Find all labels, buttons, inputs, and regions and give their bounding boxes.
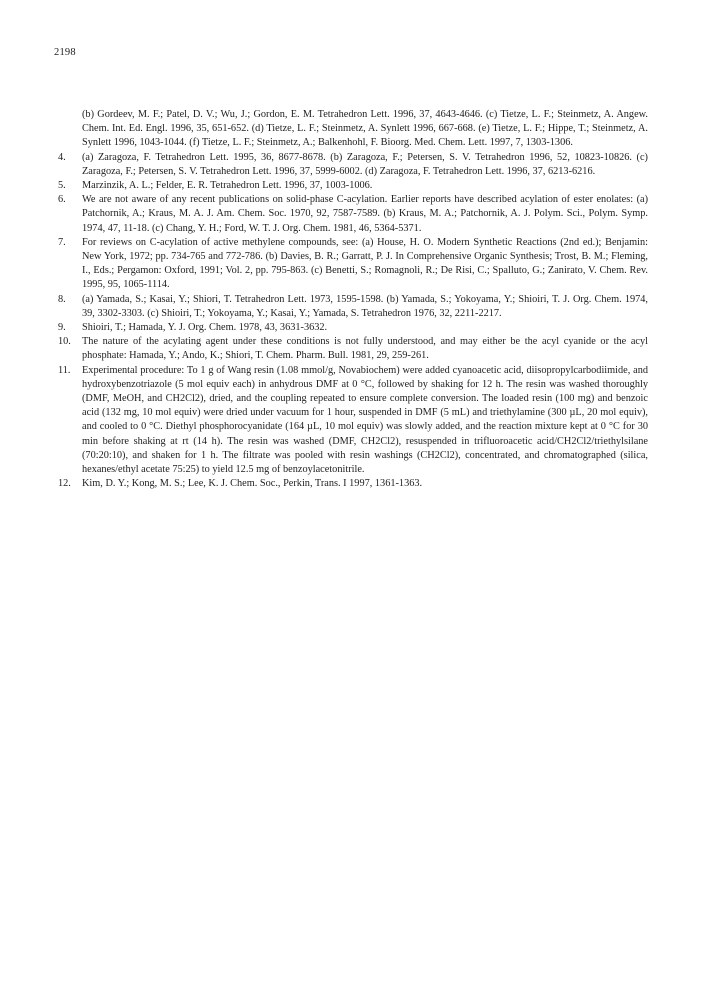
reference-text: (b) Gordeev, M. F.; Patel, D. V.; Wu, J.; Gordon, E. M. Tetrahedron Lett. 1996, 37, 4643-4646. (c) Tietze, L. F.; Steinmetz, A. Angew. Chem. Int. Ed. Engl. 1996, 35, 651-652. (d) Tietze, L. F.; Steinmetz, A. Synlett 1996, 667-668. (e) Tietze, L. F.; Hippe, T.; Steinmetz, A. Synlett 1996, 1043-1044. (f) Tietze, L. F.; Steinmetz, A.; Balkenhohl, F. Bioorg. Med. Chem. Lett. 1997, 7, 1303-1306. bbox=[82, 109, 648, 149]
reference-number: 5. bbox=[58, 180, 66, 192]
reference-text: Kim, D. Y.; Kong, M. S.; Lee, K. J. Chem. Soc., Perkin, Trans. I 1997, 1361-1363. bbox=[82, 478, 423, 490]
reference-number: 4. bbox=[58, 151, 66, 163]
reference-number: 10. bbox=[58, 336, 71, 348]
reference-item-7 bbox=[56, 236, 648, 293]
reference-text: Experimental procedure: To 1 g of Wang resin (1.08 mmol/g, Novabiochem) were added cyanoacetic acid, diisopropylcarbodiimide, and hydroxybenzotriazole (5 mol equiv each) in anhydrous DMF at 0 °C, followed by shaking for 12 h. The resin was washed thoroughly (DMF, MeOH, and CH2Cl2), dried, and the coupling repeated to ensure complete conversion. The loaded resin (100 mg) and benzoic acid (132 mg, 10 mol equiv) were dried under vacuum for 1 hour, suspended in DMF (5 mL) and triethylamine (300 µL, 20 mol equiv), and cooled to 0 °C. Diethyl phosphorocyanidate (164 µL, 10 mol equiv) was slowly added, and the reaction mixture kept at 0 °C for 30 min before shaking at rt (14 h). The resin was washed (DMF, CH2Cl2), resuspended in trifluoroacetic acid/CH2Cl2/triethylsilane (70:20:10), and shaken for 1 h. The filtrate was pooled with resin washings (CH2Cl2), concentrated, and chromatographed (silica, hexanes/ethyl acetate 75:25) to yield 12.5 mg of benzoylacetonitrile. bbox=[82, 364, 648, 476]
reference-item-8 bbox=[56, 293, 648, 321]
reference-number: 8. bbox=[58, 293, 66, 305]
reference-item-4 bbox=[56, 151, 648, 179]
reference-text: Marzinzik, A. L.; Felder, E. R. Tetrahedron Lett. 1996, 37, 1003-1006. bbox=[82, 180, 373, 192]
reference-text: For reviews on C-acylation of active methylene compounds, see: (a) House, H. O. Modern Synthetic Reactions (2nd ed.); Benjamin: New York, 1972; pp. 734-765 and 772-786. (b) Davies, B. R.; Garratt, P. J. In Comprehensive Organic Synthesis; Trost, B. M.; Fleming, I., Eds.; Pergamon: Oxford, 1991; Vol. 2, pp. 795-863. (c) Benetti, S.; Romagnoli, R.; De Risi, C.; Spalluto, G.; Zanirato, V. Chem. Rev. 1995, 95, 1065-1114. bbox=[82, 236, 648, 291]
reference-text: We are not aware of any recent publications on solid-phase C-acylation. Earlier reports have described acylation of ester enolates: (a) Patchornik, A.; Kraus, M. A. J. Am. Chem. Soc. 1970, 92, 7587-7589. (b) Kraus, M. A.; Patchornik, A. J. Polym. Sci., Polym. Symp. 1974, 47, 11-18. (c) Chang, Y. H.; Ford, W. T. J. Org. Chem. 1981, 46, 5364-5371. bbox=[82, 194, 648, 234]
reference-text: Shioiri, T.; Hamada, Y. J. Org. Chem. 1978, 43, 3631-3632. bbox=[82, 322, 328, 334]
reference-item-6 bbox=[56, 193, 648, 236]
reference-item-5 bbox=[56, 179, 648, 193]
reference-number: 7. bbox=[58, 236, 66, 248]
reference-item-9 bbox=[56, 321, 648, 335]
reference-item-3-continued bbox=[56, 108, 648, 151]
page-number: 2198 bbox=[54, 47, 76, 58]
reference-list bbox=[56, 108, 648, 491]
reference-item-11 bbox=[56, 364, 648, 478]
reference-text: (a) Zaragoza, F. Tetrahedron Lett. 1995, 36, 8677-8678. (b) Zaragoza, F.; Petersen, S. V. Tetrahedron 1996, 52, 10823-10826. (c) Zaragoza, F.; Petersen, S. V. Tetrahedron Lett. 1996, 37, 5999-6002. (d) Zaragoza, F. Tetrahedron Lett. 1996, 37, 6213-6216. bbox=[82, 151, 648, 177]
reference-item-10 bbox=[56, 335, 648, 363]
reference-number: 11. bbox=[58, 364, 71, 376]
reference-item-12 bbox=[56, 477, 648, 491]
reference-text: The nature of the acylating agent under these conditions is not fully understood, and may either be the acyl cyanide or the acyl phosphate: Hamada, Y.; Ando, K.; Shiori, T. Chem. Pharm. Bull. 1981, 29, 259-261. bbox=[82, 336, 648, 362]
reference-number: 12. bbox=[58, 478, 71, 490]
reference-number: 6. bbox=[58, 194, 66, 206]
reference-text: (a) Yamada, S.; Kasai, Y.; Shiori, T. Tetrahedron Lett. 1973, 1595-1598. (b) Yamada, S.; Yokoyama, Y.; Shioiri, T. J. Org. Chem. 1974, 39, 3302-3303. (c) Shioiri, T.; Yokoyama, Y.; Kasai, Y.; Yamada, S. Tetrahedron 1976, 32, 2211-2217. bbox=[82, 293, 648, 319]
reference-number: 9. bbox=[58, 322, 66, 334]
